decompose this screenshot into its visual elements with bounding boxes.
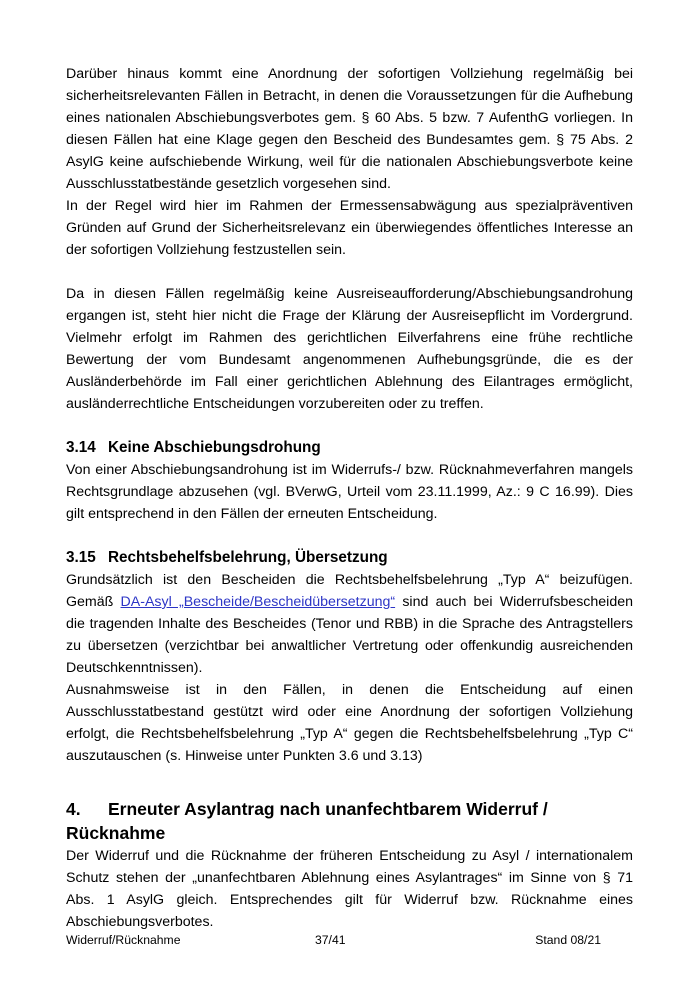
page-footer (66, 933, 601, 949)
paragraph-sofortige-vollziehung: Darüber hinaus kommt eine Anordnung der sofortigen Vollziehung regelmäßig bei sicherheitsrelevanten Fällen in Betracht, in denen die Voraussetzungen für die Aufhebung eines nationalen Abschiebungsverbotes gem. § 60 Abs. 5 bzw. 7 AufenthG vorliegen. In diesen Fällen hat eine Klage gegen den Bescheid des Bundesamtes gem. § 75 Abs. 2 AsylG keine aufschiebende Wirkung, weil für die nationalen Abschiebungsverbote keine Ausschlusstatbestände gesetzlich vorgesehen sind. (66, 66, 633, 192)
paragraph-ausreiseaufforderung: Da in diesen Fällen regelmäßig keine Ausreiseaufforderung/Abschiebungsandrohung ergangen ist, steht hier nicht die Frage der Klärung der Ausreisepflicht im Vordergrund. Vielmehr erfolgt im Rahmen des gerichtlichen Eilverfahrens eine frühe rechtliche Bewertung der vom Bundesamt angenommenen Aufhebungsgründe, die es der Ausländerbehörde im Fall einer gerichtlichen Ablehnung des Eilantrages ermöglicht, ausländerrechtliche Entscheidungen vorzubereiten oder zu treffen. (66, 286, 633, 412)
section-number: 3.14 (66, 439, 96, 456)
da-asyl-bescheide-link[interactable]: DA-Asyl „Bescheide/Bescheidübersetzung“ (120, 594, 396, 610)
section-number: 4. (66, 799, 81, 819)
paragraph-rechtsbehelfsbelehrung (66, 569, 633, 679)
section-number: 3.15 (66, 549, 96, 566)
paragraph-erneuter-asylantrag: Der Widerruf und die Rücknahme der früheren Entscheidung zu Asyl / internationalem Schutz stehen der „unanfechtbaren Ablehnung eines Asylantrages“ im Sinne von § 71 Abs. 1 AsylG gleich. Entsprechendes gilt für Widerruf bzw. Rücknahme eines Abschiebungsverbotes. (66, 848, 633, 930)
section-heading-3-14 (66, 437, 633, 459)
text-before-link: Grundsätzlich ist den Bescheiden die Rechtsbehelfsbelehrung „Typ A“ beizufügen. Gemäß (66, 572, 633, 610)
document-page (66, 63, 633, 933)
paragraph-keine-abschiebungsdrohung: Von einer Abschiebungsandrohung ist im Widerrufs-/ bzw. Rücknahmeverfahren mangels Rechtsgrundlage abzusehen (vgl. BVerwG, Urteil vom 23.11.1999, Az.: 9 C 16.99). Dies gilt entsprechend in den Fällen der erneuten Entscheidung. (66, 462, 633, 522)
footer-version: Stand 08/21 (535, 933, 601, 947)
paragraph-ausnahmsweise: Ausnahmsweise ist in den Fällen, in denen die Entscheidung auf einen Ausschlusstatbestand gestützt wird oder eine Anordnung der sofortigen Vollziehung erfolgt, die Rechtsbehelfsbelehrung „Typ A“ gegen die Rechtsbehelfsbelehrung „Typ C“ auszutauschen (s. Hinweise unter Punkten 3.6 und 3.13) (66, 682, 633, 764)
text-after-link: sind auch bei Widerrufsbescheiden die tragenden Inhalte des Bescheides (Tenor und RBB) in die Sprache des Antragstellers zu übersetzen (verzichtbar bei anwaltlicher Vertretung oder offenkundig ausreichenden Deutschkenntnissen). (66, 594, 633, 676)
section-title: Rechtsbehelfsbelehrung, Übersetzung (108, 549, 388, 566)
footer-document-title: Widerruf/Rücknahme (66, 933, 181, 947)
page-number: 37/41 (315, 933, 346, 947)
section-title: Keine Abschiebungsdrohung (108, 439, 321, 456)
section-title: Erneuter Asylantrag nach unanfechtbarem Widerruf / Rücknahme (66, 799, 548, 843)
section-heading-3-15 (66, 547, 633, 569)
section-heading-4 (66, 797, 633, 845)
paragraph-ermessensabwaegung: In der Regel wird hier im Rahmen der Ermessensabwägung aus spezialpräventiven Gründen auf Grund der Sicherheitsrelevanz ein überwiegendes öffentliches Interesse an der sofortigen Vollziehung festzustellen sein. (66, 198, 633, 258)
